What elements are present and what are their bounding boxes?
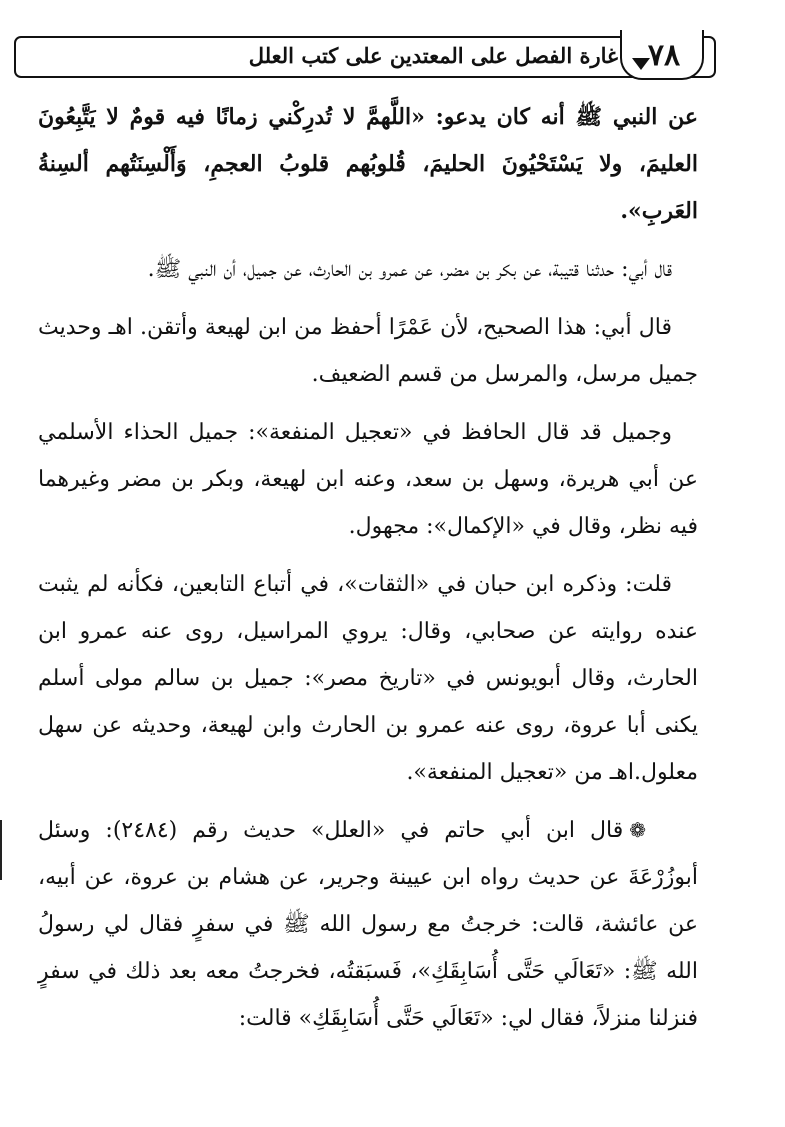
paragraph-section: [38, 807, 698, 1042]
body-text: [38, 94, 698, 1104]
paragraph: قال أبي: هذا الصحيح، لأن عَمْرًا أحفظ من ابن لهيعة وأتقن. اهـ وحديث جميل مرسل، والمرسل من قسم الضعيف.: [38, 315, 698, 387]
paragraph: قال أبي: حدثنا قتيبة، عن بكر بن مضر، عن عمرو بن الحارث، عن جميل، أن النبي ﷺ.: [147, 257, 672, 282]
page-number: ٧٨: [647, 38, 681, 73]
paragraph: قلت: وذكره ابن حبان في «الثقات»، في أتباع التابعين، فكأنه لم يثبت عنده روايته عن صحابي، وقال: يروي المراسيل، روى عنه عمرو ابن الحارث، وقال أبويونس في «تاريخ مصر»: جميل بن سالم مولى أسلم يكنى أبا عروة، روى عنه عمرو بن الحارث وابن لهيعة، وحديثه عن سهل معلول.اهـ من «تعجيل المنفعة».: [38, 572, 698, 785]
running-header: [14, 36, 714, 76]
margin-line: [0, 820, 2, 880]
flower-icon: ❁: [629, 818, 646, 842]
paragraph-text: قال ابن أبي حاتم في «العلل» حديث رقم (٢٤٨٤): وسئل أبوزُرْعَةَ عن حديث رواه ابن عيينة وجرير، عن هشام بن عروة، عن أبيه، عن عائشة، قالت: خرجتُ مع رسول الله ﷺ في سفرٍ فقال لي رسولُ الله ﷺ: «تَعَالَي حَتَّى أُسَابِقَكِ»، فَسبَقتُه، فخرجتُ معه بعد ذلك في سفرٍ فنزلنا منزلاً، فقال لي: «تَعَالَي حَتَّى أُسَابِقَكِ» قالت:: [38, 818, 698, 1031]
book-title: غارة الفصل على المعتدين على كتب العلل: [248, 43, 618, 68]
paragraph: وجميل قد قال الحافظ في «تعجيل المنفعة»: جميل الحذاء الأسلمي عن أبي هريرة، وسهل بن سعد، وعنه ابن لهيعة، وبكر بن مضر وغيرهما فيه نظر، وقال في «الإكمال»: مجهول.: [38, 420, 698, 539]
paragraph-hadith: عن النبي ﷺ أنه كان يدعو: «اللَّهمَّ لا تُدرِكْني زمانًا فيه قومٌ لا يَتَّبِعُونَ العليمَ، ولا يَسْتَحْيُونَ الحليمَ، قُلوبُهم قلوبُ العجمِ، وَأَلْسِنَتُهم ألسِنةُ العَربِ».: [38, 104, 698, 224]
